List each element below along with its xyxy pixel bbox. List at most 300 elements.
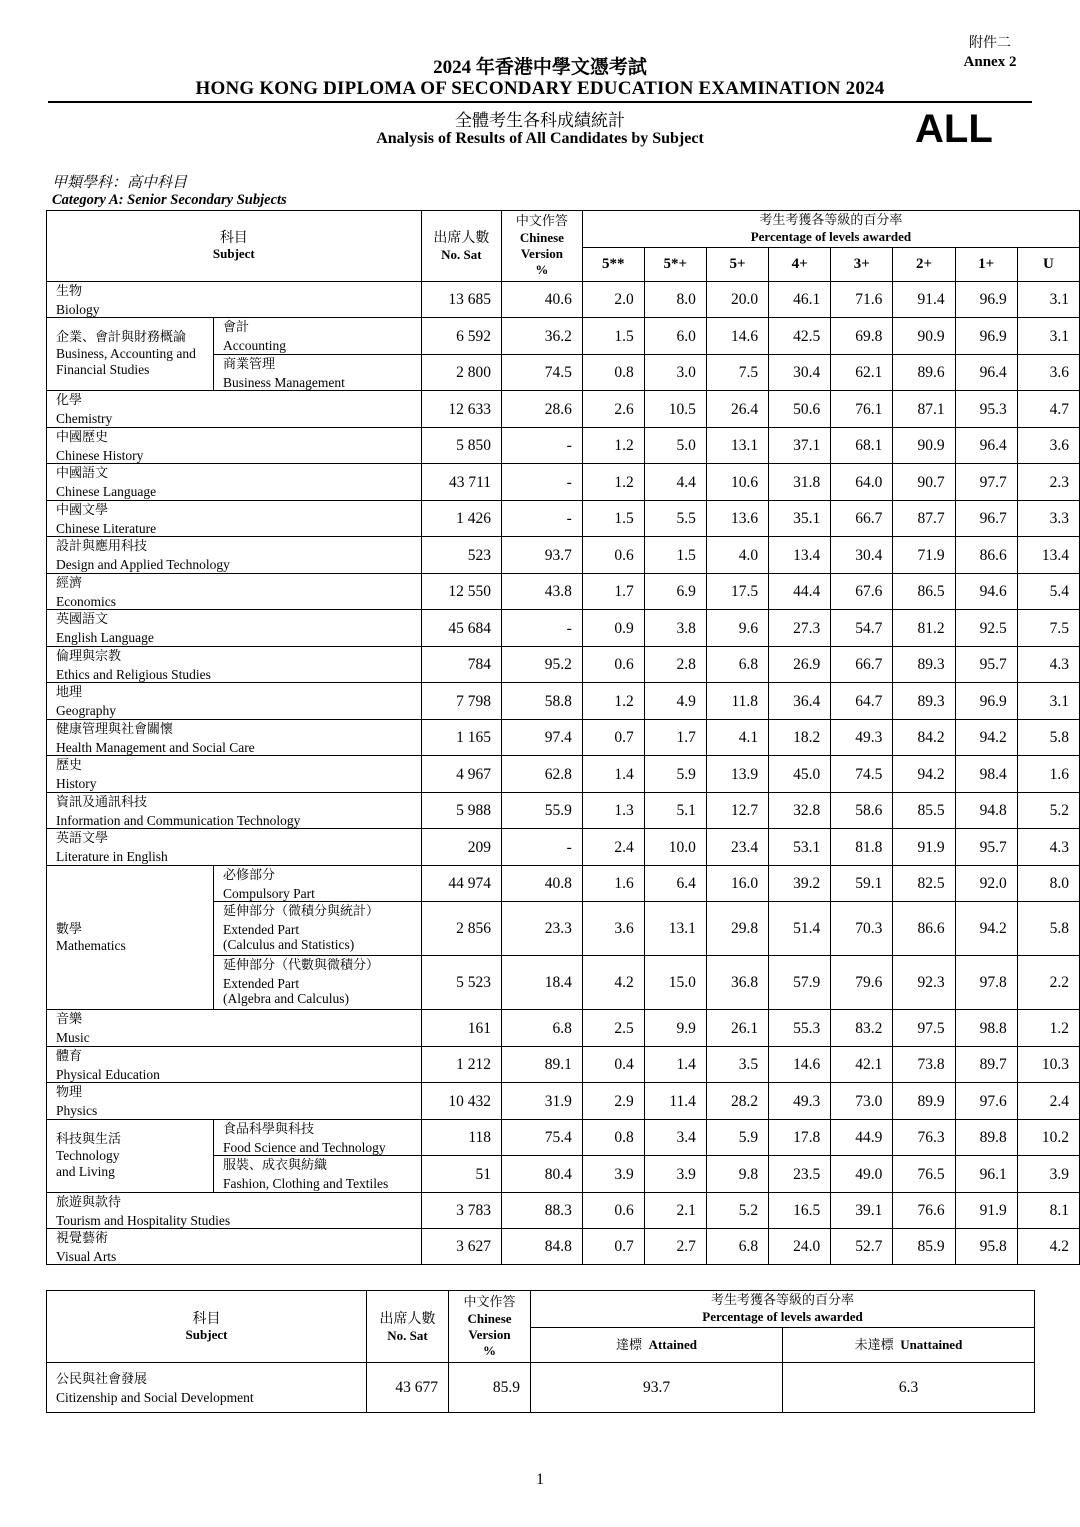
level-cell: 3.6	[582, 902, 644, 956]
level-cell: 92.3	[893, 956, 955, 1010]
level-cell: 5.0	[644, 428, 706, 464]
csd-header-percentage: 考生考獲各等級的百分率 Percentage of levels awarded	[531, 1291, 1035, 1328]
level-cell: 28.2	[706, 1083, 768, 1120]
level-cell: 1.6	[1017, 756, 1079, 793]
level-cell: 10.2	[1017, 1120, 1079, 1156]
level-cell: 42.5	[769, 318, 831, 355]
level-cell: 71.9	[893, 537, 955, 574]
level-cell: 3.5	[706, 1047, 768, 1083]
subtitle-zh: 全體考生各科成績統計	[455, 111, 625, 131]
chinese-version-cell: 75.4	[502, 1120, 583, 1156]
level-cell: 69.8	[831, 318, 893, 355]
level-cell: 16.0	[706, 866, 768, 902]
subject-group: 科技與生活 Technology and Living	[47, 1120, 214, 1193]
no-sat-cell: 784	[421, 647, 501, 683]
level-header: 3+	[831, 248, 893, 282]
level-cell: 15.0	[644, 956, 706, 1010]
level-cell: 6.8	[706, 647, 768, 683]
level-cell: 8.1	[1017, 1193, 1079, 1229]
level-cell: 12.7	[706, 793, 768, 829]
level-cell: 36.4	[769, 683, 831, 720]
level-cell: 96.9	[955, 282, 1017, 318]
table-row	[47, 391, 1080, 428]
subject-name: 歷史 History	[47, 756, 422, 793]
level-cell: 53.1	[769, 829, 831, 866]
level-cell: 94.8	[955, 793, 1017, 829]
header-subject: 科目 Subject	[47, 211, 422, 282]
level-cell: 5.9	[644, 756, 706, 793]
level-cell: 98.4	[955, 756, 1017, 793]
level-cell: 62.1	[831, 355, 893, 391]
table-row	[47, 1047, 1080, 1083]
chinese-version-cell: -	[502, 501, 583, 537]
level-cell: 2.4	[1017, 1083, 1079, 1120]
level-cell: 2.4	[582, 829, 644, 866]
level-cell: 16.5	[769, 1193, 831, 1229]
level-cell: 10.5	[644, 391, 706, 428]
chinese-version-cell: -	[502, 829, 583, 866]
level-cell: 4.1	[706, 720, 768, 756]
level-cell: 37.1	[769, 428, 831, 464]
level-cell: 42.1	[831, 1047, 893, 1083]
level-cell: 96.4	[955, 355, 1017, 391]
no-sat-cell: 12 633	[421, 391, 501, 428]
csd-attained-value: 93.7	[531, 1363, 783, 1413]
no-sat-cell: 5 988	[421, 793, 501, 829]
no-sat-cell: 5 523	[421, 956, 501, 1010]
no-sat-cell: 44 974	[421, 866, 501, 902]
chinese-version-cell: 40.8	[502, 866, 583, 902]
subject-name: 中國語文 Chinese Language	[47, 464, 422, 501]
level-cell: 45.0	[769, 756, 831, 793]
table-row	[47, 318, 1080, 355]
level-cell: 11.4	[644, 1083, 706, 1120]
csd-header-unattained: 未達標 Unattained	[783, 1328, 1035, 1363]
level-cell: 66.7	[831, 501, 893, 537]
level-cell: 0.8	[582, 1120, 644, 1156]
subject-name: 英語文學 Literature in English	[47, 829, 422, 866]
no-sat-cell: 209	[421, 829, 501, 866]
level-cell: 0.6	[582, 647, 644, 683]
level-cell: 81.8	[831, 829, 893, 866]
csd-subject: 公民與社會發展 Citizenship and Social Development	[47, 1363, 367, 1413]
subject-name: 服裝、成衣與紡織 Fashion, Clothing and Textiles	[214, 1156, 422, 1193]
csd-header-attained: 達標 Attained	[531, 1328, 783, 1363]
level-cell: 96.1	[955, 1156, 1017, 1193]
level-cell: 92.5	[955, 610, 1017, 647]
level-cell: 85.5	[893, 793, 955, 829]
subject-name: 中國歷史 Chinese History	[47, 428, 422, 464]
level-cell: 59.1	[831, 866, 893, 902]
level-cell: 13.4	[769, 537, 831, 574]
subtitle-en: Analysis of Results of All Candidates by Subject	[376, 130, 704, 147]
level-cell: 57.9	[769, 956, 831, 1010]
level-cell: 5.8	[1017, 720, 1079, 756]
level-cell: 0.4	[582, 1047, 644, 1083]
chinese-version-cell: 62.8	[502, 756, 583, 793]
subject-name: 必修部分 Compulsory Part	[214, 866, 422, 902]
level-cell: 3.6	[1017, 428, 1079, 464]
annex-zh: 附件二	[969, 35, 1011, 51]
level-cell: 87.1	[893, 391, 955, 428]
table-row	[47, 1120, 1080, 1156]
chinese-version-cell: 95.2	[502, 647, 583, 683]
level-cell: 3.1	[1017, 282, 1079, 318]
level-cell: 0.6	[582, 537, 644, 574]
level-cell: 91.9	[955, 1193, 1017, 1229]
category-en: Category A: Senior Secondary Subjects	[52, 192, 287, 208]
level-cell: 1.2	[582, 683, 644, 720]
table-row	[47, 1010, 1080, 1047]
level-cell: 1.2	[1017, 1010, 1079, 1047]
level-cell: 1.5	[582, 501, 644, 537]
header-percentage: 考生考獲各等級的百分率 Percentage of levels awarded	[582, 211, 1079, 248]
level-cell: 2.0	[582, 282, 644, 318]
level-cell: 4.7	[1017, 391, 1079, 428]
table-row	[47, 428, 1080, 464]
level-cell: 2.8	[644, 647, 706, 683]
level-cell: 91.4	[893, 282, 955, 318]
table-row	[47, 1193, 1080, 1229]
subject-name: 食品科學與科技 Food Science and Technology	[214, 1120, 422, 1156]
subject-name: 地理 Geography	[47, 683, 422, 720]
chinese-version-cell: 93.7	[502, 537, 583, 574]
level-cell: 5.1	[644, 793, 706, 829]
level-cell: 95.3	[955, 391, 1017, 428]
level-cell: 7.5	[1017, 610, 1079, 647]
level-cell: 26.4	[706, 391, 768, 428]
level-cell: 89.3	[893, 647, 955, 683]
no-sat-cell: 45 684	[421, 610, 501, 647]
level-cell: 4.4	[644, 464, 706, 501]
no-sat-cell: 2 800	[421, 355, 501, 391]
level-header: 2+	[893, 248, 955, 282]
level-cell: 76.5	[893, 1156, 955, 1193]
level-cell: 44.4	[769, 574, 831, 610]
level-cell: 0.9	[582, 610, 644, 647]
subject-name: 資訊及通訊科技 Information and Communication Technology	[47, 793, 422, 829]
level-cell: 26.1	[706, 1010, 768, 1047]
table-row	[47, 683, 1080, 720]
subject-name: 生物 Biology	[47, 282, 422, 318]
level-cell: 49.3	[831, 720, 893, 756]
level-cell: 46.1	[769, 282, 831, 318]
level-cell: 11.8	[706, 683, 768, 720]
level-cell: 89.9	[893, 1083, 955, 1120]
no-sat-cell: 7 798	[421, 683, 501, 720]
csd-header-no-sat: 出席人數 No. Sat	[367, 1291, 449, 1363]
csd-header-chinese-version: 中文作答 Chinese Version %	[449, 1291, 531, 1363]
level-cell: 84.2	[893, 720, 955, 756]
level-cell: 96.9	[955, 318, 1017, 355]
level-cell: 51.4	[769, 902, 831, 956]
level-cell: 6.8	[706, 1229, 768, 1265]
level-cell: 94.2	[893, 756, 955, 793]
level-cell: 9.6	[706, 610, 768, 647]
chinese-version-cell: 23.3	[502, 902, 583, 956]
annex-en: Annex 2	[963, 54, 1017, 70]
table-row	[47, 829, 1080, 866]
chinese-version-cell: 43.8	[502, 574, 583, 610]
level-cell: 90.9	[893, 318, 955, 355]
level-cell: 2.9	[582, 1083, 644, 1120]
subject-name: 體育 Physical Education	[47, 1047, 422, 1083]
subject-name: 經濟 Economics	[47, 574, 422, 610]
level-cell: 76.6	[893, 1193, 955, 1229]
level-cell: 2.1	[644, 1193, 706, 1229]
csd-row	[47, 1363, 1035, 1413]
table-row	[47, 1229, 1080, 1265]
level-cell: 64.0	[831, 464, 893, 501]
results-table	[46, 210, 1080, 1265]
subject-name: 英國語文 English Language	[47, 610, 422, 647]
level-cell: 8.0	[644, 282, 706, 318]
level-cell: 23.4	[706, 829, 768, 866]
level-cell: 9.9	[644, 1010, 706, 1047]
level-cell: 81.2	[893, 610, 955, 647]
level-cell: 94.2	[955, 720, 1017, 756]
level-cell: 2.5	[582, 1010, 644, 1047]
no-sat-cell: 3 783	[421, 1193, 501, 1229]
level-cell: 82.5	[893, 866, 955, 902]
no-sat-cell: 161	[421, 1010, 501, 1047]
subject-name: 倫理與宗教 Ethics and Religious Studies	[47, 647, 422, 683]
level-cell: 91.9	[893, 829, 955, 866]
level-cell: 79.6	[831, 956, 893, 1010]
level-cell: 1.4	[644, 1047, 706, 1083]
level-cell: 89.8	[955, 1120, 1017, 1156]
no-sat-cell: 12 550	[421, 574, 501, 610]
chinese-version-cell: -	[502, 610, 583, 647]
level-cell: 44.9	[831, 1120, 893, 1156]
level-cell: 2.6	[582, 391, 644, 428]
level-cell: 0.8	[582, 355, 644, 391]
level-cell: 6.9	[644, 574, 706, 610]
level-cell: 30.4	[769, 355, 831, 391]
level-cell: 97.5	[893, 1010, 955, 1047]
csd-chinese-version: 85.9	[449, 1363, 531, 1413]
level-header: U	[1017, 248, 1079, 282]
level-cell: 73.0	[831, 1083, 893, 1120]
table-row	[47, 282, 1080, 318]
level-cell: 89.6	[893, 355, 955, 391]
csd-unattained-value: 6.3	[783, 1363, 1035, 1413]
level-cell: 1.5	[644, 537, 706, 574]
chinese-version-cell: 89.1	[502, 1047, 583, 1083]
level-cell: 71.6	[831, 282, 893, 318]
subject-name: 延伸部分（代數與微積分） Extended Part (Algebra and Calculus)	[214, 956, 422, 1010]
no-sat-cell: 6 592	[421, 318, 501, 355]
no-sat-cell: 1 426	[421, 501, 501, 537]
table-row	[47, 647, 1080, 683]
level-cell: 97.8	[955, 956, 1017, 1010]
table-row	[47, 464, 1080, 501]
level-cell: 5.2	[706, 1193, 768, 1229]
level-cell: 87.7	[893, 501, 955, 537]
level-cell: 86.5	[893, 574, 955, 610]
level-cell: 66.7	[831, 647, 893, 683]
level-cell: 1.4	[582, 756, 644, 793]
level-cell: 98.8	[955, 1010, 1017, 1047]
table-row	[47, 720, 1080, 756]
level-cell: 9.8	[706, 1156, 768, 1193]
level-cell: 17.8	[769, 1120, 831, 1156]
level-cell: 1.2	[582, 464, 644, 501]
level-cell: 4.3	[1017, 647, 1079, 683]
level-cell: 96.4	[955, 428, 1017, 464]
level-cell: 3.6	[1017, 355, 1079, 391]
level-cell: 4.2	[1017, 1229, 1079, 1265]
level-cell: 13.1	[706, 428, 768, 464]
level-cell: 14.6	[769, 1047, 831, 1083]
level-cell: 52.7	[831, 1229, 893, 1265]
level-cell: 94.2	[955, 902, 1017, 956]
level-header: 4+	[769, 248, 831, 282]
level-cell: 39.2	[769, 866, 831, 902]
level-cell: 4.3	[1017, 829, 1079, 866]
level-cell: 89.3	[893, 683, 955, 720]
level-cell: 1.3	[582, 793, 644, 829]
subject-name: 化學 Chemistry	[47, 391, 422, 428]
csd-no-sat: 43 677	[367, 1363, 449, 1413]
level-cell: 2.7	[644, 1229, 706, 1265]
level-cell: 54.7	[831, 610, 893, 647]
chinese-version-cell: 97.4	[502, 720, 583, 756]
subject-name: 健康管理與社會關懷 Health Management and Social Care	[47, 720, 422, 756]
no-sat-cell: 13 685	[421, 282, 501, 318]
level-cell: 76.3	[893, 1120, 955, 1156]
table-row	[47, 501, 1080, 537]
chinese-version-cell: 18.4	[502, 956, 583, 1010]
level-cell: 26.9	[769, 647, 831, 683]
level-cell: 13.6	[706, 501, 768, 537]
no-sat-cell: 2 856	[421, 902, 501, 956]
subject-group: 數學 Mathematics	[47, 866, 214, 1010]
no-sat-cell: 43 711	[421, 464, 501, 501]
level-cell: 4.9	[644, 683, 706, 720]
subject-name: 商業管理 Business Management	[214, 355, 422, 391]
subject-name: 視覺藝術 Visual Arts	[47, 1229, 422, 1265]
table-row	[47, 610, 1080, 647]
level-cell: 29.8	[706, 902, 768, 956]
level-cell: 97.6	[955, 1083, 1017, 1120]
page-number: 1	[536, 1471, 544, 1488]
level-cell: 5.4	[1017, 574, 1079, 610]
table-row	[47, 574, 1080, 610]
category-zh: 甲類學科：高中科目	[52, 173, 188, 191]
subject-name: 物理 Physics	[47, 1083, 422, 1120]
level-cell: 13.4	[1017, 537, 1079, 574]
level-cell: 50.6	[769, 391, 831, 428]
level-cell: 55.3	[769, 1010, 831, 1047]
no-sat-cell: 51	[421, 1156, 501, 1193]
subject-name: 延伸部分（微積分與統計） Extended Part (Calculus and Statistics)	[214, 902, 422, 956]
chinese-version-cell: -	[502, 464, 583, 501]
level-cell: 13.1	[644, 902, 706, 956]
level-cell: 1.6	[582, 866, 644, 902]
level-cell: 3.1	[1017, 683, 1079, 720]
subject-name: 旅遊與款待 Tourism and Hospitality Studies	[47, 1193, 422, 1229]
level-cell: 74.5	[831, 756, 893, 793]
level-cell: 32.8	[769, 793, 831, 829]
subject-name: 會計 Accounting	[214, 318, 422, 355]
csd-table	[46, 1290, 1035, 1413]
level-cell: 1.2	[582, 428, 644, 464]
level-cell: 85.9	[893, 1229, 955, 1265]
level-cell: 5.9	[706, 1120, 768, 1156]
level-cell: 5.2	[1017, 793, 1079, 829]
level-cell: 2.2	[1017, 956, 1079, 1010]
level-cell: 64.7	[831, 683, 893, 720]
level-cell: 39.1	[831, 1193, 893, 1229]
level-cell: 20.0	[706, 282, 768, 318]
level-cell: 30.4	[831, 537, 893, 574]
level-cell: 73.8	[893, 1047, 955, 1083]
csd-header-subject: 科目 Subject	[47, 1291, 367, 1363]
no-sat-cell: 1 212	[421, 1047, 501, 1083]
chinese-version-cell: 31.9	[502, 1083, 583, 1120]
level-cell: 83.2	[831, 1010, 893, 1047]
no-sat-cell: 4 967	[421, 756, 501, 793]
level-header: 5+	[706, 248, 768, 282]
level-cell: 8.0	[1017, 866, 1079, 902]
level-cell: 7.5	[706, 355, 768, 391]
chinese-version-cell: 80.4	[502, 1156, 583, 1193]
level-cell: 90.9	[893, 428, 955, 464]
level-cell: 18.2	[769, 720, 831, 756]
level-cell: 35.1	[769, 501, 831, 537]
level-cell: 1.7	[644, 720, 706, 756]
chinese-version-cell: 58.8	[502, 683, 583, 720]
level-cell: 1.7	[582, 574, 644, 610]
chinese-version-cell: 36.2	[502, 318, 583, 355]
table-row	[47, 756, 1080, 793]
level-cell: 36.8	[706, 956, 768, 1010]
chinese-version-cell: -	[502, 428, 583, 464]
chinese-version-cell: 84.8	[502, 1229, 583, 1265]
level-header: 5**	[582, 248, 644, 282]
level-cell: 67.6	[831, 574, 893, 610]
level-cell: 49.0	[831, 1156, 893, 1193]
title-zh: 2024 年香港中學文憑考試	[433, 57, 647, 78]
level-cell: 58.6	[831, 793, 893, 829]
level-cell: 95.8	[955, 1229, 1017, 1265]
no-sat-cell: 1 165	[421, 720, 501, 756]
level-cell: 3.9	[644, 1156, 706, 1193]
table-row	[47, 793, 1080, 829]
level-cell: 70.3	[831, 902, 893, 956]
subject-name: 中國文學 Chinese Literature	[47, 501, 422, 537]
level-cell: 14.6	[706, 318, 768, 355]
chinese-version-cell: 40.6	[502, 282, 583, 318]
header-rule	[48, 101, 1032, 103]
header-no-sat: 出席人數 No. Sat	[421, 211, 501, 282]
header-chinese-version: 中文作答 Chinese Version %	[502, 211, 583, 282]
level-cell: 68.1	[831, 428, 893, 464]
level-cell: 6.0	[644, 318, 706, 355]
level-header: 1+	[955, 248, 1017, 282]
no-sat-cell: 3 627	[421, 1229, 501, 1265]
level-cell: 6.4	[644, 866, 706, 902]
level-cell: 49.3	[769, 1083, 831, 1120]
level-cell: 3.3	[1017, 501, 1079, 537]
table-row	[47, 866, 1080, 902]
level-cell: 96.9	[955, 683, 1017, 720]
level-cell: 2.3	[1017, 464, 1079, 501]
level-cell: 76.1	[831, 391, 893, 428]
chinese-version-cell: 74.5	[502, 355, 583, 391]
level-cell: 3.0	[644, 355, 706, 391]
